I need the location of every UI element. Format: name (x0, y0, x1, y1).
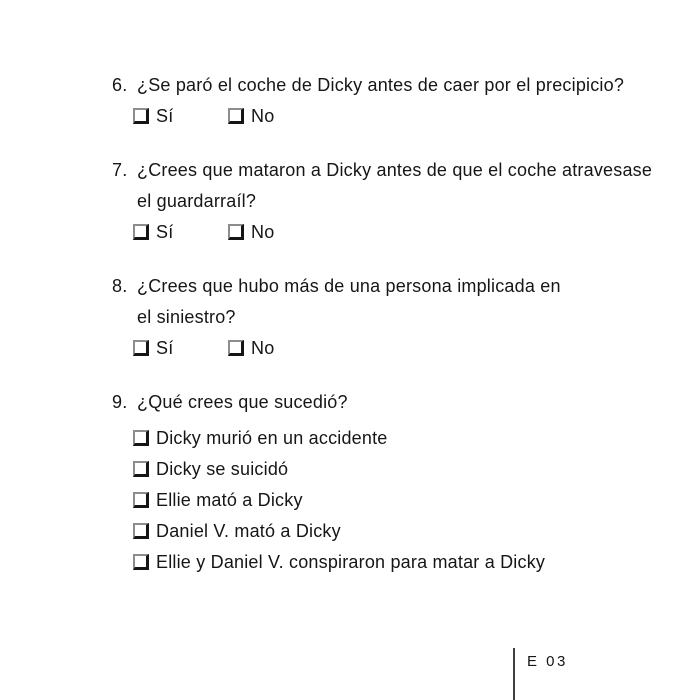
checkbox-icon[interactable] (133, 492, 149, 508)
question-number: 9. (112, 392, 128, 412)
choice-label: No (251, 222, 275, 242)
question-number: 8. (112, 276, 128, 296)
question-text (137, 387, 672, 418)
option-label: Dicky se suicidó (156, 459, 289, 479)
option-conspiracy[interactable] (133, 551, 672, 573)
question-9 (112, 387, 672, 573)
checkbox-icon[interactable] (133, 108, 149, 124)
option-daniel[interactable] (133, 520, 672, 542)
question-text-line: ¿Qué crees que sucedió? (137, 392, 348, 412)
option-label: Ellie mató a Dicky (156, 490, 303, 510)
question-text (137, 155, 672, 217)
question-6 (112, 70, 672, 127)
option-label: Daniel V. mató a Dicky (156, 521, 341, 541)
checkbox-icon[interactable] (133, 523, 149, 539)
question-text-line: ¿Se paró el coche de Dicky antes de caer por el precipicio? (137, 75, 625, 95)
choice-label: Sí (156, 106, 174, 126)
option-accident[interactable] (133, 427, 672, 449)
checkbox-icon[interactable] (228, 108, 244, 124)
yes-no-choices (112, 337, 672, 359)
checkbox-icon[interactable] (133, 554, 149, 570)
yes-no-choices (112, 221, 672, 243)
checkbox-icon[interactable] (133, 461, 149, 477)
footer-divider-line (513, 648, 515, 700)
checkbox-icon[interactable] (228, 340, 244, 356)
checkbox-icon[interactable] (133, 430, 149, 446)
choice-label: No (251, 338, 275, 358)
page-code: E 03 (527, 653, 568, 670)
choice-label: Sí (156, 222, 174, 242)
yes-no-choices (112, 105, 672, 127)
question-text-line: ¿Crees que hubo más de una persona implicada en (137, 276, 561, 296)
checkbox-icon[interactable] (133, 340, 149, 356)
option-suicide[interactable] (133, 458, 672, 480)
multiple-choice-options (112, 427, 672, 573)
option-label: Dicky murió en un accidente (156, 428, 388, 448)
choice-label: No (251, 106, 275, 126)
choice-yes[interactable] (133, 221, 228, 243)
question-number: 7. (112, 160, 128, 180)
question-text-line: el guardarraíl? (137, 191, 257, 211)
option-ellie[interactable] (133, 489, 672, 511)
checkbox-icon[interactable] (133, 224, 149, 240)
choice-label: Sí (156, 338, 174, 358)
choice-no[interactable] (228, 221, 274, 243)
checkbox-icon[interactable] (228, 224, 244, 240)
question-8 (112, 271, 672, 359)
question-text (137, 271, 672, 333)
choice-no[interactable] (228, 105, 274, 127)
choice-yes[interactable] (133, 105, 228, 127)
choice-no[interactable] (228, 337, 274, 359)
question-text-line: el siniestro? (137, 307, 236, 327)
question-text (137, 70, 672, 101)
question-text-line: ¿Crees que mataron a Dicky antes de que el coche atravesase (137, 160, 653, 180)
option-label: Ellie y Daniel V. conspiraron para matar a Dicky (156, 552, 546, 572)
question-list (112, 70, 672, 601)
question-7 (112, 155, 672, 243)
choice-yes[interactable] (133, 337, 228, 359)
question-number: 6. (112, 75, 128, 95)
